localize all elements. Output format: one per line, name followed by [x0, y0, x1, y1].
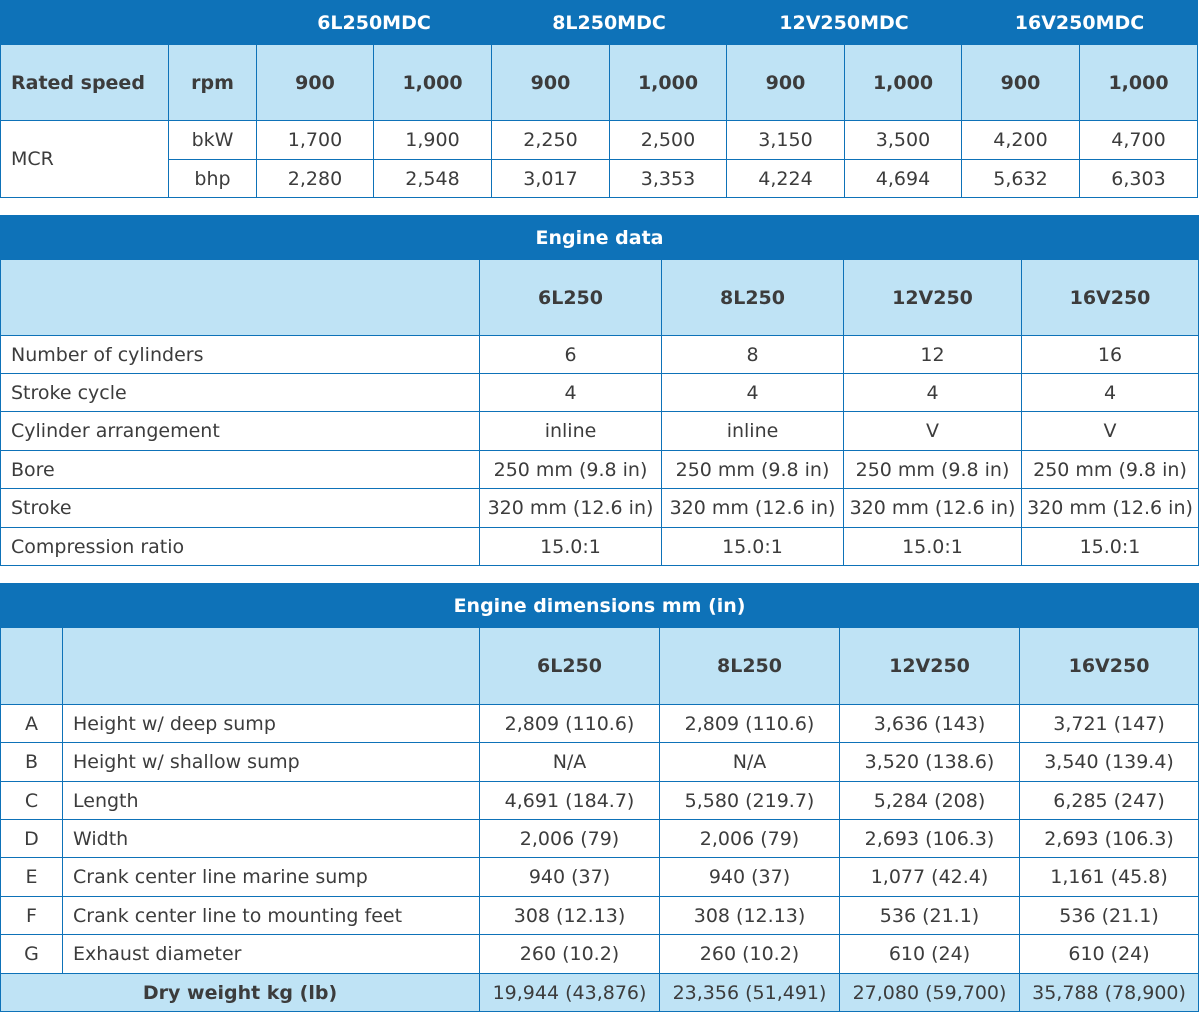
column-header: 8L250: [660, 628, 840, 705]
header-blank: [63, 628, 480, 705]
value-cell: 15.0:1: [1022, 528, 1199, 566]
model-header: 8L250MDC: [492, 1, 727, 45]
value-cell: 1,900: [374, 121, 492, 160]
value-cell: 4,694: [845, 160, 962, 198]
value-cell: 4,700: [1080, 121, 1198, 160]
value-cell: 5,580 (219.7): [660, 782, 840, 820]
row-label: Compression ratio: [1, 528, 480, 566]
row-label: Crank center line to mounting feet: [63, 897, 480, 935]
value-cell: 2,548: [374, 160, 492, 198]
unit-cell: bkW: [169, 121, 257, 160]
value-cell: 250 mm (9.8 in): [480, 451, 662, 489]
value-cell: 1,700: [257, 121, 374, 160]
column-header: 16V250: [1020, 628, 1199, 705]
speed-cell: 1,000: [610, 45, 727, 121]
value-cell: 5,632: [962, 160, 1080, 198]
value-cell: N/A: [660, 743, 840, 782]
row-key: C: [1, 782, 63, 820]
value-cell: 250 mm (9.8 in): [662, 451, 844, 489]
value-cell: 320 mm (12.6 in): [844, 489, 1022, 528]
value-cell: 536 (21.1): [840, 897, 1020, 935]
value-cell: 4,224: [727, 160, 845, 198]
column-header: 6L250: [480, 260, 662, 336]
value-cell: 3,721 (147): [1020, 705, 1199, 743]
value-cell: 3,150: [727, 121, 845, 160]
value-cell: 260 (10.2): [480, 935, 660, 974]
value-cell: 12: [844, 336, 1022, 374]
model-header: 12V250MDC: [727, 1, 962, 45]
value-cell: 5,284 (208): [840, 782, 1020, 820]
row-key: E: [1, 858, 63, 897]
value-cell: 15.0:1: [662, 528, 844, 566]
value-cell: 4: [480, 374, 662, 412]
value-cell: 320 mm (12.6 in): [662, 489, 844, 528]
value-cell: 2,280: [257, 160, 374, 198]
model-header: 6L250MDC: [257, 1, 492, 45]
speed-cell: 900: [492, 45, 610, 121]
header-blank: [1, 628, 63, 705]
engine-data-table: [0, 215, 1199, 566]
value-cell: 536 (21.1): [1020, 897, 1199, 935]
column-header: 12V250: [840, 628, 1020, 705]
row-label: Cylinder arrangement: [1, 412, 480, 451]
value-cell: 320 mm (12.6 in): [480, 489, 662, 528]
value-cell: 15.0:1: [844, 528, 1022, 566]
value-cell: 3,500: [845, 121, 962, 160]
row-label: Length: [63, 782, 480, 820]
value-cell: 4,691 (184.7): [480, 782, 660, 820]
column-header: 16V250: [1022, 260, 1199, 336]
speed-cell: 900: [257, 45, 374, 121]
value-cell: 260 (10.2): [660, 935, 840, 974]
unit-cell: bhp: [169, 160, 257, 198]
value-cell: 3,540 (139.4): [1020, 743, 1199, 782]
value-cell: 2,500: [610, 121, 727, 160]
row-key: B: [1, 743, 63, 782]
header-blank: [1, 260, 480, 336]
row-key: F: [1, 897, 63, 935]
value-cell: 16: [1022, 336, 1199, 374]
value-cell: 3,520 (138.6): [840, 743, 1020, 782]
row-label: Stroke cycle: [1, 374, 480, 412]
column-header: 8L250: [662, 260, 844, 336]
value-cell: 4,200: [962, 121, 1080, 160]
speed-cell: 1,000: [845, 45, 962, 121]
value-cell: 610 (24): [1020, 935, 1199, 974]
value-cell: 27,080 (59,700): [840, 974, 1020, 1012]
value-cell: 250 mm (9.8 in): [844, 451, 1022, 489]
value-cell: 940 (37): [480, 858, 660, 897]
value-cell: 6,303: [1080, 160, 1198, 198]
value-cell: 940 (37): [660, 858, 840, 897]
value-cell: 2,809 (110.6): [480, 705, 660, 743]
value-cell: 4: [1022, 374, 1199, 412]
value-cell: 2,006 (79): [480, 820, 660, 858]
value-cell: inline: [480, 412, 662, 451]
value-cell: 1,077 (42.4): [840, 858, 1020, 897]
column-header: 12V250: [844, 260, 1022, 336]
value-cell: 2,809 (110.6): [660, 705, 840, 743]
value-cell: 308 (12.13): [660, 897, 840, 935]
speed-unit: rpm: [169, 45, 257, 121]
value-cell: 19,944 (43,876): [480, 974, 660, 1012]
value-cell: 2,693 (106.3): [840, 820, 1020, 858]
speed-cell: 1,000: [1080, 45, 1198, 121]
rating-table: [0, 0, 1198, 198]
engine-dimensions-table: [0, 583, 1199, 1012]
value-cell: 1,161 (45.8): [1020, 858, 1199, 897]
row-label: Crank center line marine sump: [63, 858, 480, 897]
engine-data-title: Engine data: [1, 216, 1199, 260]
mcr-label: MCR: [1, 121, 169, 198]
row-key: A: [1, 705, 63, 743]
engine-dimensions-title: Engine dimensions mm (in): [1, 584, 1199, 628]
value-cell: 4: [844, 374, 1022, 412]
row-label: Height w/ deep sump: [63, 705, 480, 743]
row-label: Number of cylinders: [1, 336, 480, 374]
rated-speed-label: Rated speed: [1, 45, 169, 121]
value-cell: 250 mm (9.8 in): [1022, 451, 1199, 489]
value-cell: 2,250: [492, 121, 610, 160]
value-cell: 6,285 (247): [1020, 782, 1199, 820]
value-cell: 2,693 (106.3): [1020, 820, 1199, 858]
row-label: Stroke: [1, 489, 480, 528]
value-cell: 320 mm (12.6 in): [1022, 489, 1199, 528]
value-cell: 2,006 (79): [660, 820, 840, 858]
value-cell: V: [1022, 412, 1199, 451]
row-label: Width: [63, 820, 480, 858]
value-cell: 8: [662, 336, 844, 374]
row-key: G: [1, 935, 63, 974]
speed-cell: 1,000: [374, 45, 492, 121]
value-cell: 3,017: [492, 160, 610, 198]
row-label: Exhaust diameter: [63, 935, 480, 974]
model-header: 16V250MDC: [962, 1, 1198, 45]
value-cell: 35,788 (78,900): [1020, 974, 1199, 1012]
value-cell: 15.0:1: [480, 528, 662, 566]
value-cell: N/A: [480, 743, 660, 782]
dry-weight-label: Dry weight kg (lb): [1, 974, 480, 1012]
column-header: 6L250: [480, 628, 660, 705]
value-cell: 23,356 (51,491): [660, 974, 840, 1012]
model-header-blank: [1, 1, 257, 45]
value-cell: 308 (12.13): [480, 897, 660, 935]
row-label: Height w/ shallow sump: [63, 743, 480, 782]
value-cell: 3,353: [610, 160, 727, 198]
value-cell: 6: [480, 336, 662, 374]
row-label: Bore: [1, 451, 480, 489]
speed-cell: 900: [962, 45, 1080, 121]
value-cell: 3,636 (143): [840, 705, 1020, 743]
value-cell: inline: [662, 412, 844, 451]
value-cell: V: [844, 412, 1022, 451]
speed-cell: 900: [727, 45, 845, 121]
value-cell: 4: [662, 374, 844, 412]
value-cell: 610 (24): [840, 935, 1020, 974]
row-key: D: [1, 820, 63, 858]
